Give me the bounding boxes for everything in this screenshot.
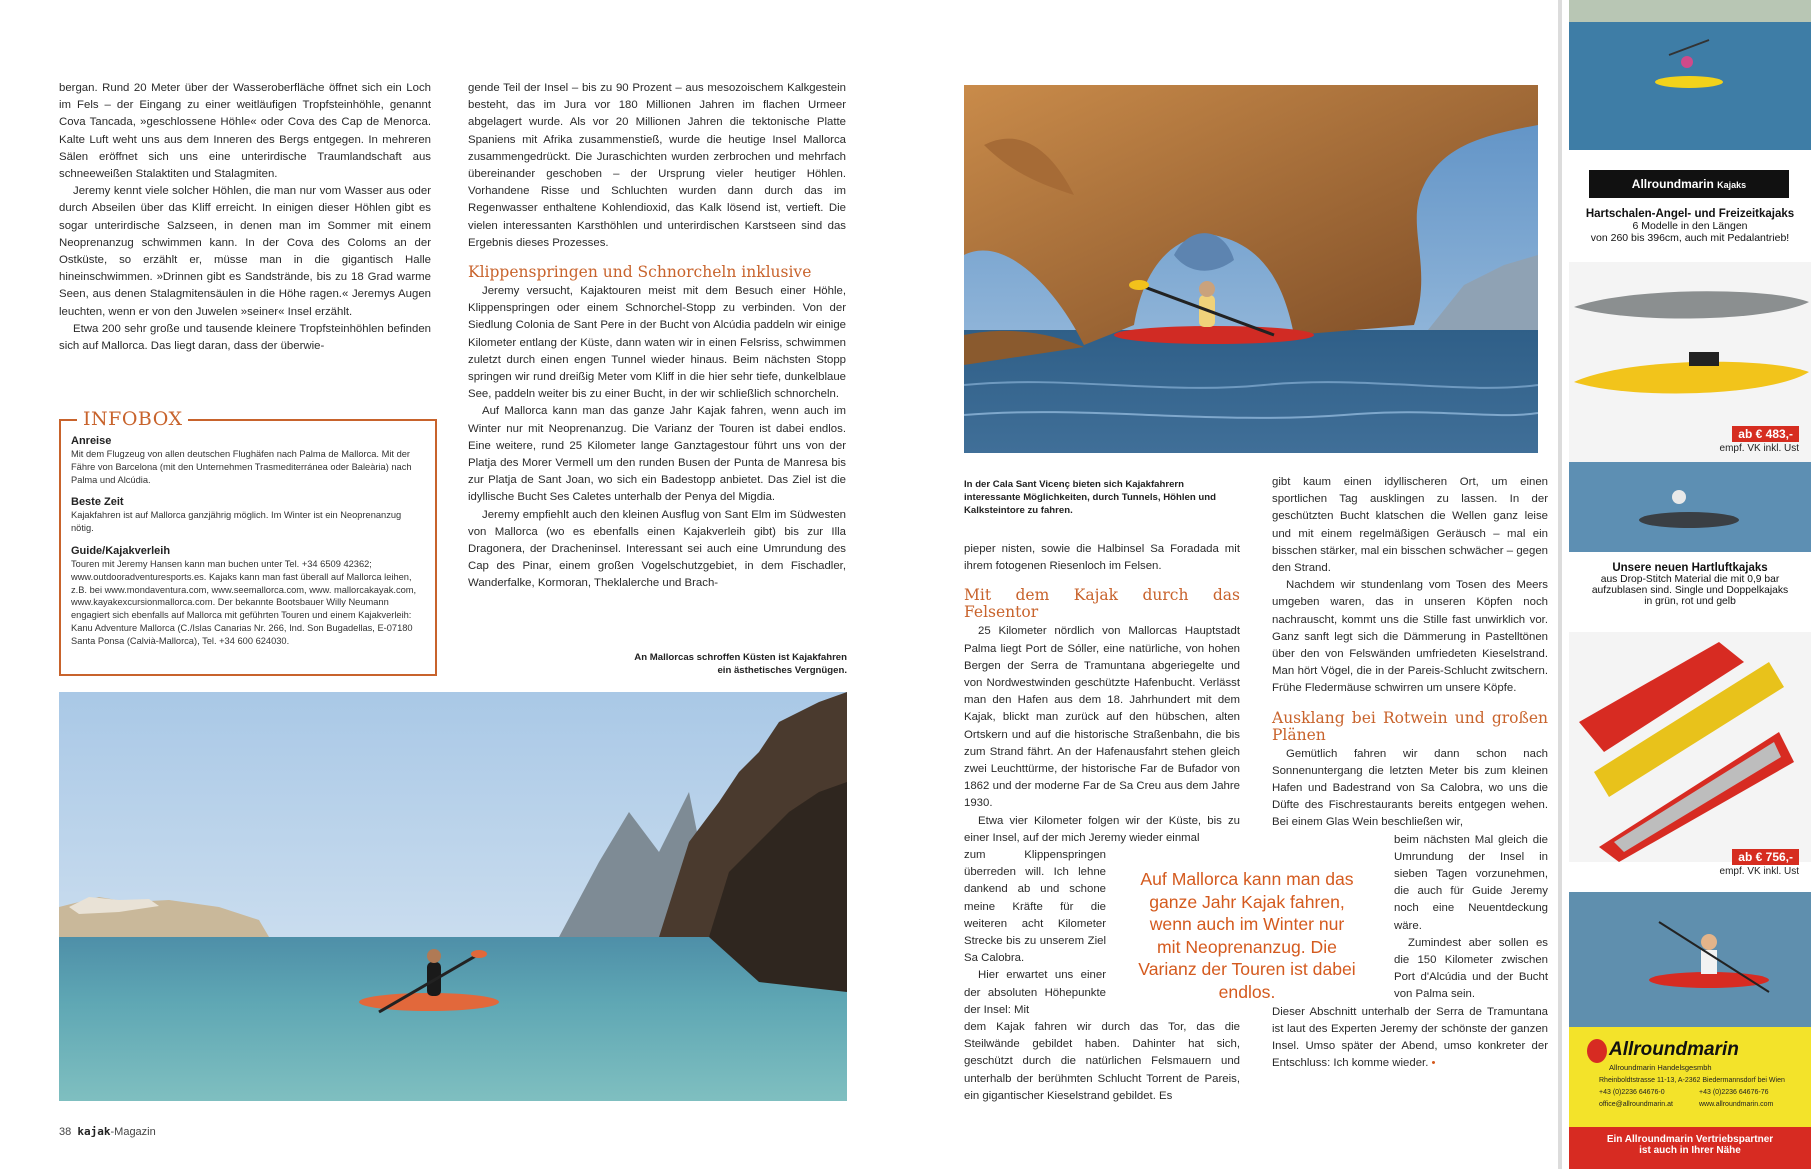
ad-line: in grün, rot und gelb <box>1644 596 1736 607</box>
ad-headline-block <box>1569 208 1811 244</box>
end-mark: • <box>1431 1057 1436 1070</box>
page-number: 38 <box>59 1126 72 1138</box>
paragraph: zum Klippenspringen überreden will. Ich lehne dankend ab und schone meine Kräfte für die weiteren acht Kilometer Strecke bis zu unserem Ziel Sa Calobra. <box>964 849 1106 965</box>
ad-fishing-photo <box>1569 462 1811 552</box>
paragraph: Jeremy kennt viele solcher Höhlen, die man nur vom Wasser aus oder durch Abseilen über das Kliff erreicht. In einigen dieser Höhlen gibt es sogar unterirdische Salzseen, in denen man im Sommer mit einem Neoprenanzug schwimmen kann. In der Cova des Coloms an der Ostküste, so erzählt er, müsse man in die gigantisch Halle hineinschwimmen. »Drinnen gibt es Sandstrände, bis zu 18 Grad warme Seen, aus denen Stalagmitensäulen in die Höhe ragen.« Jeremys Augen leuchten, wenn er von den Juwelen »seiner« Insel erzählt. <box>59 185 431 318</box>
ad-line: aufzublasen sind. Single und Doppelkajaks <box>1591 585 1789 596</box>
section-heading: Klippenspringen und Schnorcheln inklusive <box>468 263 812 282</box>
ad-inflatable-kayaks <box>1569 632 1811 862</box>
infobox-heading: Beste Zeit <box>71 496 124 509</box>
section-heading: Mit dem Kajak durch das Felsentor <box>964 586 1240 622</box>
ad-logo-icon <box>1587 1039 1607 1063</box>
article-column-3 <box>964 541 1240 1105</box>
ad-headline-block-2 <box>1569 562 1811 607</box>
paragraph: beim nächsten Mal gleich die Umrundung der Insel in sieben Tagen vorzunehmen, die auch für Guide Jeremy noch eine Neuentdeckung wäre. <box>1394 833 1548 932</box>
photo-caption: An Mallorcas schroffen Küsten ist Kajakfahren ein ästhetisches Vergnügen. <box>634 652 847 676</box>
ad-contact-block <box>1569 1027 1811 1127</box>
ad-phone: +43 (0)2236 64676-0 <box>1599 1089 1665 1096</box>
paragraph: pieper nisten, sowie die Halbinsel Sa Foradada mit ihrem fotogenen Riesenloch im Felsen. <box>964 543 1240 573</box>
article-column-1 <box>59 80 431 355</box>
paragraph: dem Kajak fahren wir durch das Tor, das die Steilwände gebildet haben. Dahinter hat sich, geschützt durch die natürlichen Felsmauern und unterhalb der berühmten Schlucht Torrent de Pareis, ein gigantischer Kieselstrand gebildet. Es <box>964 1021 1240 1102</box>
paragraph: Hier erwartet uns einer der absoluten Höhepunkte der Insel: Mit <box>964 969 1106 1016</box>
ad-brand-sub: Kajaks <box>1717 180 1747 190</box>
kayak-coast-photo <box>59 692 847 1101</box>
paragraph: 25 Kilometer nördlich von Mallorcas Hauptstadt Palma liegt Port de Sóller, eine natürliche, von hohen Bergen der Serra de Tramuntana abgeriegelte und von Nordwestwinden geschützte Hafenbucht. Verlässt man den Hafen aus dem 18. Jahrhundert mit dem Kajak, blickt man zurück auf den hübschen, alten Ortskern und auf die historische Straßenbahn, die bis zum Strand fährt. An der Hafenausfahrt stehen gleich zwei Leuchttürme, der historische Far de Bufador von 1862 und der moderne Far de Sa Creu aus dem Jahre 1930. <box>964 625 1240 810</box>
page-footer <box>59 1125 156 1138</box>
ad-brand: Allroundmarin <box>1631 177 1714 191</box>
infobox-heading: Guide/Kajakverleih <box>71 544 171 557</box>
ad-line: aus Drop-Stitch Material die mit 0,9 bar <box>1600 574 1780 585</box>
magazine-brand: kajak <box>77 1125 111 1138</box>
ad-logo-banner <box>1589 170 1789 198</box>
article-column-4 <box>1272 474 1548 1073</box>
ad-price-1: ab € 483,- empf. VK inkl. Ust <box>1719 427 1799 454</box>
paragraph: Gemütlich fahren wir dann schon nach Sonnenuntergang die letzten Meter bis zum kleinen Hafen und Badestrand von Sa Calobra, wo uns die Düfte des Fischrestaurants bereits entgegen wehen. Bei einem Glas Wein beschließen wir, <box>1272 747 1548 829</box>
paragraph: gibt kaum einen idyllischeren Ort, um einen sportlichen Tag ausklingen zu lassen. In der geschützten Bucht klatschen die Wellen ganz leise und mit einem regelmäßigen Geräusch – mal ein bisschen stärker, mal ein bisschen schwächer – gegen den Strand. <box>1272 476 1548 575</box>
kayak-coast-illustration <box>59 692 847 1101</box>
infobox-text: Kajakfahren ist auf Mallorca ganzjährig möglich. Im Winter ist ein Neoprenanzug nötig. <box>71 510 402 534</box>
paragraph: Jeremy versucht, Kajaktouren meist mit dem Besuch einer Höhle, Klippenspringen oder einem Schnorchel-Stopp zu verbinden. Von der Siedlung Colonia de Sant Pere in der Bucht von Alcúdia paddeln wir einige Kilometer entlang der Küste, dann waten wir in einen Felsriss, schwimmen zuletzt durch einen engen Tunnel wieder hinaus. Beim nächsten Stopp springen wir rund dreißig Meter vom Kliff in die hier sehr tiefe, dunkelblaue See, paddeln weiter bis zu einer Bucht, in der wir schließlich schnorcheln. <box>468 285 846 401</box>
paragraph: Zumindest aber sollen es die 150 Kilometer zwischen Port d'Alcúdia und der Bucht von Palma sein. <box>1394 936 1548 1001</box>
ad-line: 6 Modelle in den Längen <box>1632 220 1748 232</box>
infobox <box>59 408 437 676</box>
ad-logo-text: Allroundmarin <box>1609 1039 1739 1060</box>
ad-headline: Unsere neuen Hartluftkajaks <box>1612 562 1768 574</box>
ad-price-2: ab € 756,- empf. VK inkl. Ust <box>1719 850 1799 877</box>
paragraph: Auf Mallorca kann man das ganze Jahr Kajak fahren, wenn auch im Winter nur mit Neoprenanzug. Die Varianz der Touren ist dabei endlos. Eine weitere, rund 25 Kilometer lange Ganztagestour führt uns von der Platja des Morer Vermell um den runden Busen der Punta de Manresa bis zur Platja de Sant Joan, wo sich ein Badestopp anbietet. Das Ziel ist die idyllische Bucht Ses Caletes unterhalb der Penya del Migdia. <box>468 405 846 504</box>
paragraph: Etwa vier Kilometer folgen wir der Küste, bis zu einer Insel, auf der mich Jeremy wieder einmal <box>964 814 1240 844</box>
rock-arch-illustration <box>964 85 1538 453</box>
paragraph: Dieser Abschnitt unterhalb der Serra de Tramuntana ist laut des Experten Jeremy der schönste der ganzen Insel. Umso später der Abend, umso konkreter der Entschluss: Ich komme wieder. • <box>1272 1005 1548 1070</box>
ad-headline: Hartschalen-Angel- und Freizeitkajaks <box>1585 208 1795 220</box>
infobox-heading: Anreise <box>71 435 112 447</box>
ad-footer: Ein Allroundmarin Vertriebspartner ist auch in Ihrer Nähe <box>1569 1127 1811 1169</box>
photo-caption: In der Cala Sant Vicenç bieten sich Kajakfahrern interessante Möglichkeiten, durch Tunnels, Höhlen und Kalksteintore zu fahren. <box>964 479 1216 516</box>
paragraph: Nachdem wir stundenlang vom Tosen des Meers umgeben waren, das in unseren Köpfen noch nachrauscht, kommt uns die Stille fast unwirklich vor. Ganz sanft legt sich die Dämmerung in Pastelltönen über den von Felswänden umfriedeten Kieselstrand. Man hört Vögel, die in der Pareis-Schlucht zwitschern. Frühe Fledermäuse schwirren um unsere Köpfe. <box>1272 579 1548 695</box>
ad-logo-sub: Allroundmarin Handelsgesmbh <box>1609 1063 1712 1072</box>
ad-email: office@allroundmarin.at <box>1599 1101 1673 1108</box>
article-column-2 <box>468 80 846 593</box>
ad-line: von 260 bis 396cm, auch mit Pedalantrieb! <box>1590 232 1790 244</box>
paragraph: bergan. Rund 20 Meter über der Wasseroberfläche öffnet sich ein Loch im Fels – der Eingang zu einer weitläufigen Tropfsteinhöhle, genannt Cova Tancada, »geschlossene Höhle« oder Cova des Cap de Menorca. Kalte Luft weht uns aus dem Inneren des Bergs entgegen. In mehreren Sälen eröffnet sich uns eine unterirdische Traumlandschaft aus schneeweißen Stalaktiten und Stalagmiten. <box>59 82 431 181</box>
ad-fax: +43 (0)2236 64676-76 <box>1699 1089 1769 1096</box>
magazine-suffix: -Magazin <box>110 1126 156 1138</box>
paragraph: Jeremy empfiehlt auch den kleinen Ausflug von Sant Elm im Südwesten von Mallorca (wo es ebenfalls einen Kajakverleih gibt) bis zur Illa Dragonera, der Dracheninsel. Interessant sei auch eine Umrundung des Cap des Pinar, einem großen Vogelschutzgebiet, in dem Fischadler, Wanderfalke, Kormoran, Theklalerche und Brach- <box>468 508 846 590</box>
paragraph: gende Teil der Insel – bis zu 90 Prozent – aus mesozoischem Kalkgestein besteht, das im Jura vor 180 Millionen Jahren im flachen Urmeer abgelagert wurde. Als vor 20 Millionen Jahren die tektonische Platte Spaniens mit Afrika zusammenstieß, wurde die heutige Insel Mallorca zusammengedrückt. Die Juraschichten wurden zerbrochen und mehrfach übereinander geschoben – der Ursprung vieler heutiger Höhlen. Vorhandene Risse und Schluchten wurden dann durch das im Regenwasser enthaltene Kohlendioxid, das Kalk lösend ist, vertieft. Die vielen interessanten Karsthöhlen und unterirdischen Karstseen sind das Ergebnis dieses Prozesses. <box>468 82 846 249</box>
paragraph: Etwa 200 sehr große und tausende kleinere Tropfsteinhöhlen befinden sich auf Mallorca. Das liegt daran, dass der überwie- <box>59 322 431 353</box>
infobox-title: INFOBOX <box>77 408 188 430</box>
ad-kayak-photo <box>1569 0 1811 150</box>
ad-separator <box>1558 0 1562 1169</box>
section-heading: Ausklang bei Rotwein und großen Plänen <box>1272 708 1548 744</box>
infobox-text: Mit dem Flugzeug von allen deutschen Flughäfen nach Palma de Mallorca. Mit der Fähre von Barcelona (mit den Unternehmen Trasmediterránea oder Baleària) nach Palma und Alcúdia. <box>71 449 412 485</box>
ad-paddler-photo <box>1569 892 1811 1027</box>
ad-web: www.allroundmarin.com <box>1699 1101 1774 1108</box>
pull-quote: Auf Mallorca kann man das ganze Jahr Kajak fahren, wenn auch im Winter nur mit Neoprenanzug. Die Varianz der Touren ist dabei endlos. <box>1138 869 1356 1002</box>
rock-arch-photo <box>964 85 1538 453</box>
ad-address: Rheinboldtstrasse 11-13, A-2362 Biedermannsdorf bei Wien <box>1599 1077 1785 1084</box>
allroundmarin-ad <box>1569 0 1811 1169</box>
infobox-text: Touren mit Jeremy Hansen kann man buchen unter Tel. +34 6509 42362; www.outdooradventuresports.es. Kajaks kann man fast überall auf Mallorca leihen, z.B. bei www.mondaventura.com, www.seemallorca.com, www. mallorcakayak.com, www.kayakexcursionmallorca.com. Der bekannte Bootsbauer Willy Neumann engagiert sich ebenfalls auf Mallorca mit geführten Touren und einem Kajakverleih: Kanu Adventure Mallorca (C./Islas Canarias Nr. 266, Ind. Son Bugadellas, E-07180 Santa Ponsa (Calvià-Mallorca), Tel. +34 600 624030. <box>71 558 417 646</box>
